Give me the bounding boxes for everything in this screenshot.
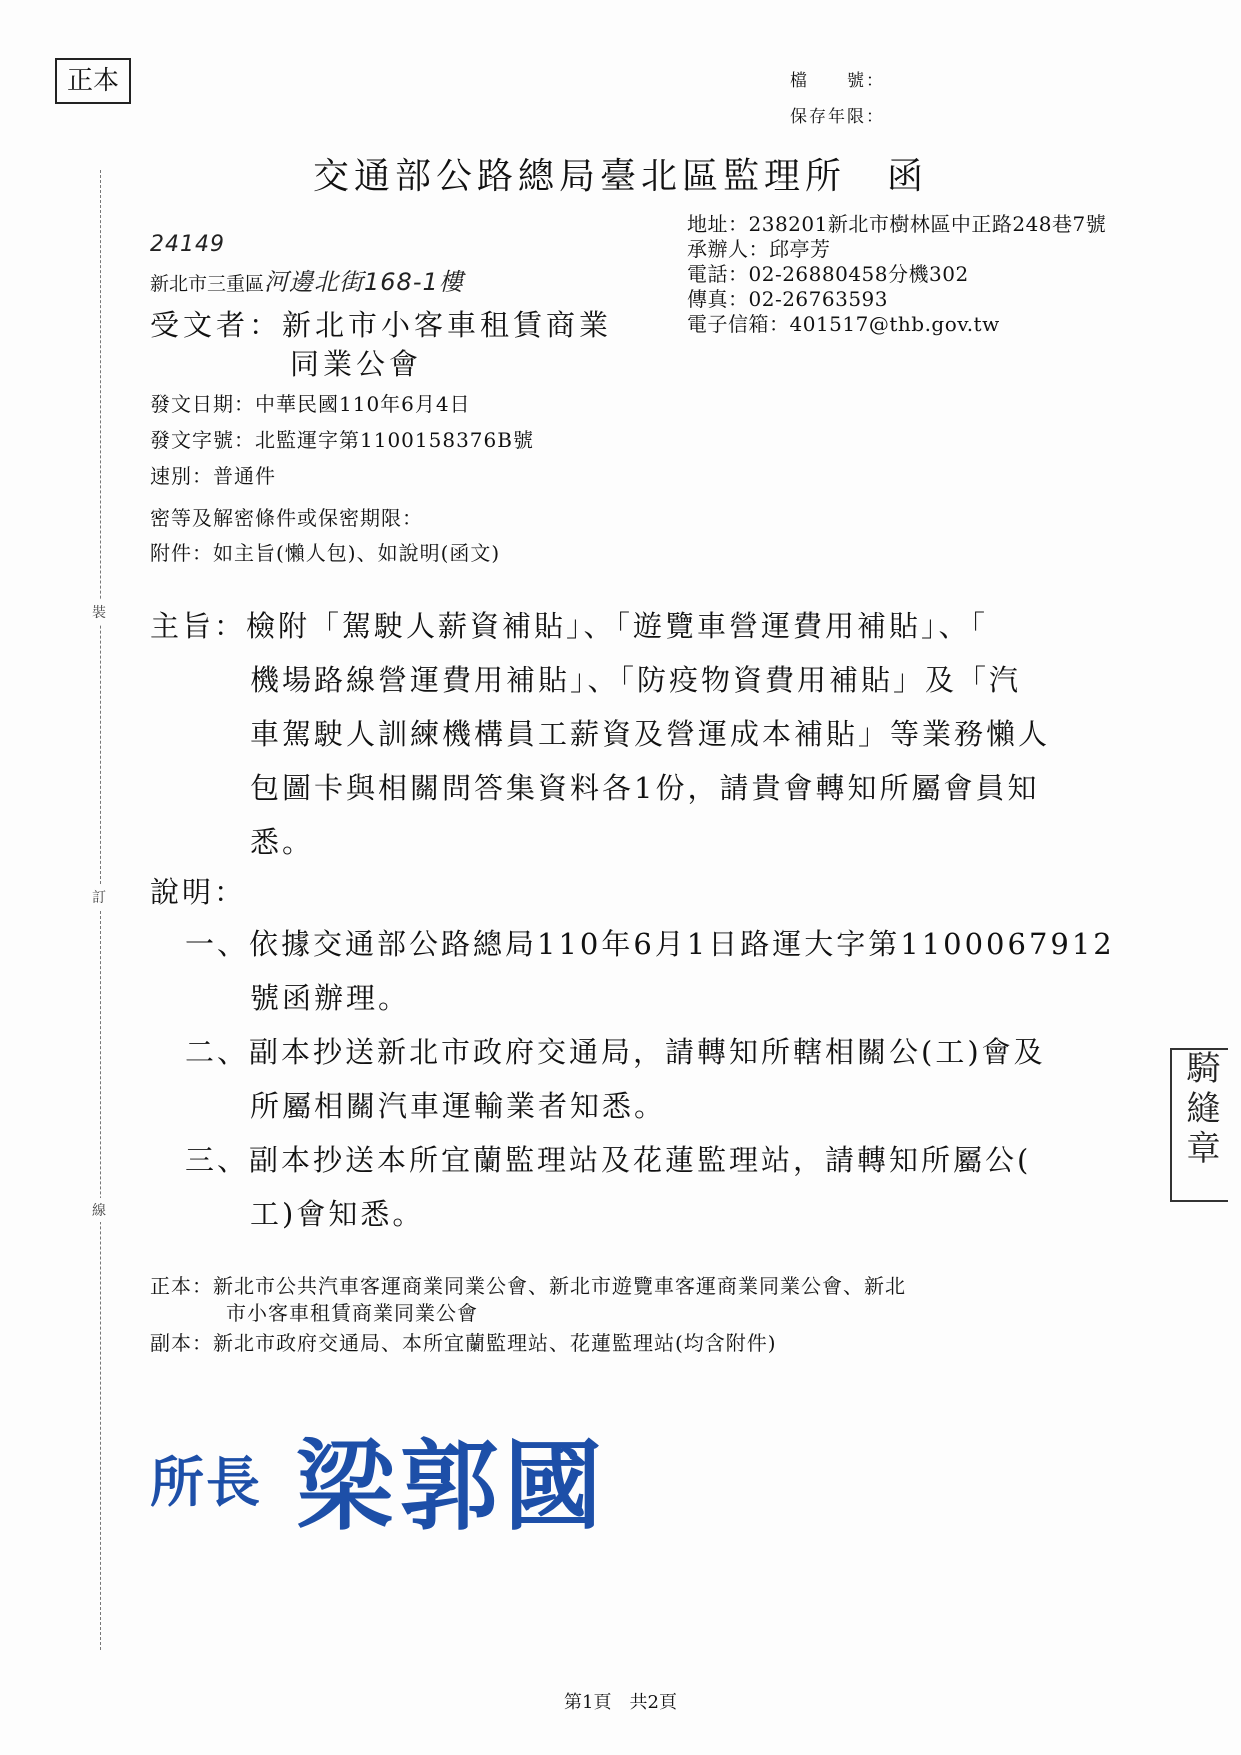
contact-email: 電子信箱：401517@thb.gov.tw (687, 312, 1000, 336)
explanation-line: 號函辦理。 (250, 981, 411, 1015)
binding-mark-xian: 線 (92, 1198, 106, 1222)
issue-date: 發文日期：中華民國110年6月4日 (150, 392, 471, 416)
subject-line: 悉。 (250, 825, 315, 859)
page-number: 第1頁 共2頁 (564, 1692, 677, 1713)
secrecy: 密等及解密條件或保密期限： (150, 506, 423, 530)
explanation-line: 一、依據交通部公路總局110年6月1日路運大字第1100067912 (185, 927, 1115, 961)
subject-line: 車駕駛人訓練機構員工薪資及營運成本補貼」等業務懶人 (250, 717, 1051, 751)
contact-phone: 電話：02-26880458分機302 (687, 262, 969, 286)
recipient-address-printed: 新北市三重區 (150, 273, 265, 295)
receiver-line-2: 同業公會 (290, 347, 423, 381)
primary-recipients-cont: 市小客車租賃商業同業公會 (226, 1301, 478, 1325)
contact-fax: 傳真：02-26763593 (687, 287, 889, 311)
subject-line: 機場路線營運費用補貼」、「防疫物資費用補貼」及「汽 (250, 663, 1022, 697)
recipient-address-handwritten: 河邊北街168-1樓 (264, 268, 464, 296)
binding-dashed-line (100, 170, 101, 1650)
contact-address: 地址：238201新北市樹林區中正路248巷7號 (687, 212, 1107, 236)
explanation-line: 工)會知悉。 (250, 1197, 425, 1231)
recipient-address (150, 262, 464, 297)
receiver-line-1: 受文者：新北市小客車租賃商業 (150, 308, 613, 342)
binding-mark-ding: 訂 (92, 885, 106, 909)
recipient-zip: 24149 (150, 232, 225, 257)
urgency: 速別：普通件 (150, 464, 276, 488)
attachment: 附件：如主旨(懶人包)、如說明(函文) (150, 541, 501, 565)
seam-stamp: 騎縫章 (1170, 1048, 1228, 1202)
signature-name: 梁郭國 (296, 1430, 609, 1544)
explanation-label: 說明： (150, 875, 247, 909)
explanation-line: 三、副本抄送本所宜蘭監理站及花蓮監理站，請轉知所屬公( (185, 1143, 1032, 1177)
document-number: 發文字號：北監運字第1100158376B號 (150, 428, 534, 452)
explanation-line: 二、副本抄送新北市政府交通局，請轉知所轄相關公(工)會及 (185, 1035, 1046, 1069)
explanation-line: 所屬相關汽車運輸業者知悉。 (250, 1089, 667, 1123)
document-title: 交通部公路總局臺北區監理所 函 (312, 156, 928, 197)
subject-line: 包圖卡與相關問答集資料各1份，請貴會轉知所屬會員知 (250, 771, 1040, 805)
contact-handler: 承辦人：邱亭芳 (687, 237, 831, 261)
original-copy-stamp: 正本 (55, 58, 131, 104)
primary-recipients: 正本：新北市公共汽車客運商業同業公會、新北市遊覽車客運商業同業公會、新北 (150, 1274, 906, 1298)
retention-label: 保存年限： (790, 107, 885, 127)
signature-title: 所長 (150, 1451, 262, 1514)
binding-mark-zhuang: 裝 (92, 600, 106, 624)
subject-line: 主旨：檢附「駕駛人薪資補貼」、「遊覽車營運費用補貼」、「 (150, 609, 989, 643)
file-number-label: 檔 號： (790, 71, 885, 91)
copy-recipients: 副本：新北市政府交通局、本所宜蘭監理站、花蓮監理站(均含附件) (150, 1331, 777, 1355)
